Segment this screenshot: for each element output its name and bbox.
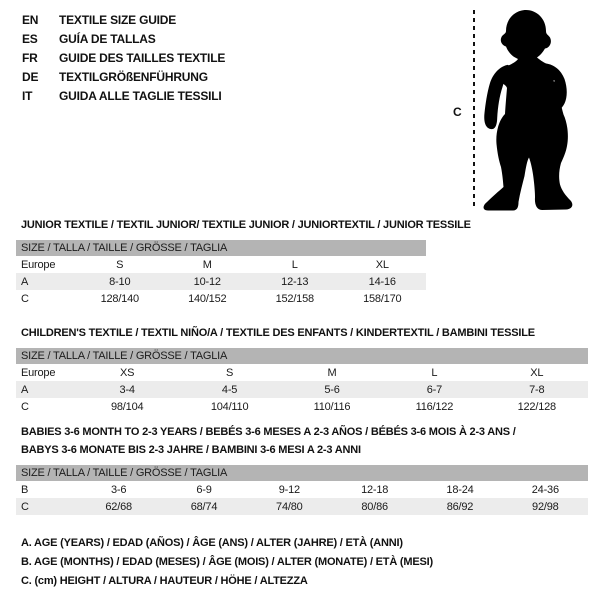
table-cell: 12-18 bbox=[361, 483, 389, 496]
language-list bbox=[22, 10, 225, 105]
table-cell: 152/158 bbox=[275, 292, 314, 305]
table-cell: 8-10 bbox=[76, 273, 164, 290]
row-label: Europe bbox=[21, 366, 56, 379]
language-label: TEXTILGRÖßENFÜHRUNG bbox=[59, 69, 208, 84]
table-size-header-row bbox=[16, 348, 588, 364]
note-age-months: B. AGE (MONTHS) / EDAD (MESES) / ÂGE (MOIS) / ALTER (MONATE) / ETÀ (MESI) bbox=[21, 556, 433, 568]
size-header-bar: SIZE / TALLA / TAILLE / GRÖSSE / TAGLIA bbox=[16, 348, 588, 364]
junior-size-table bbox=[16, 240, 426, 307]
row-label: C bbox=[21, 400, 29, 413]
language-row bbox=[22, 86, 225, 105]
table-row bbox=[16, 381, 588, 398]
table-cell: M bbox=[327, 366, 337, 379]
table-cell: 3-4 bbox=[76, 381, 178, 398]
size-header-bar: SIZE / TALLA / TAILLE / GRÖSSE / TAGLIA bbox=[16, 240, 426, 256]
table-cell: 128/140 bbox=[100, 292, 139, 305]
height-measure-label: C bbox=[453, 105, 462, 119]
table-row bbox=[16, 290, 426, 307]
table-row bbox=[16, 273, 426, 290]
table-cell: S bbox=[226, 366, 234, 379]
table-cell: 68/74 bbox=[161, 498, 246, 515]
table-cell: 10-12 bbox=[164, 273, 252, 290]
size-header-bar: SIZE / TALLA / TAILLE / GRÖSSE / TAGLIA bbox=[16, 465, 588, 481]
table-cell: 98/104 bbox=[110, 400, 144, 413]
row-label: Europe bbox=[21, 258, 56, 271]
table-size-header-row bbox=[16, 465, 588, 481]
language-label: TEXTILE SIZE GUIDE bbox=[59, 12, 177, 27]
row-label: C bbox=[16, 498, 76, 515]
babies-title-line-2: BABYS 3-6 MONATE BIS 2-3 JAHRE / BAMBINI 3-6 MESI A 2-3 ANNI bbox=[21, 444, 361, 456]
table-cell: 5-6 bbox=[281, 381, 383, 398]
table-cell: XS bbox=[120, 366, 135, 379]
children-size-table bbox=[16, 348, 588, 415]
language-code: IT bbox=[22, 88, 33, 103]
table-row bbox=[16, 256, 426, 273]
table-cell: S bbox=[116, 258, 124, 271]
babies-title-line-1: BABIES 3-6 MONTH TO 2-3 YEARS / BEBÉS 3-6 MESES A 2-3 AÑOS / BÉBÉS 3-6 MOIS À 2-3 ANS / bbox=[21, 426, 516, 438]
table-cell: L bbox=[431, 366, 438, 379]
language-label: GUIDE DES TAILLES TEXTILE bbox=[59, 50, 226, 65]
language-code: DE bbox=[22, 69, 39, 84]
legend-notes bbox=[21, 534, 433, 591]
toddler-silhouette-icon bbox=[480, 8, 580, 213]
junior-table-title: JUNIOR TEXTILE / TEXTIL JUNIOR/ TEXTILE JUNIOR / JUNIORTEXTIL / JUNIOR TESSILE bbox=[21, 219, 471, 231]
table-cell: 18-24 bbox=[446, 483, 474, 496]
table-cell: 92/98 bbox=[503, 498, 588, 515]
language-row bbox=[22, 48, 225, 67]
row-label: A bbox=[16, 381, 76, 398]
table-cell: XL bbox=[530, 366, 544, 379]
language-code: EN bbox=[22, 12, 39, 27]
table-cell: 158/170 bbox=[363, 292, 402, 305]
table-cell: 12-13 bbox=[251, 273, 339, 290]
table-cell: 4-5 bbox=[178, 381, 280, 398]
table-cell: 80/86 bbox=[332, 498, 417, 515]
table-row bbox=[16, 481, 588, 498]
language-code: ES bbox=[22, 31, 38, 46]
language-row bbox=[22, 29, 225, 48]
table-cell: M bbox=[202, 258, 212, 271]
language-code: FR bbox=[22, 50, 38, 65]
language-label: GUIDA ALLE TAGLIE TESSILI bbox=[59, 88, 222, 103]
babies-table-title bbox=[21, 423, 516, 459]
table-cell: 6-9 bbox=[196, 483, 212, 496]
table-cell: 14-16 bbox=[339, 273, 427, 290]
row-label: B bbox=[21, 483, 29, 496]
table-cell: 3-6 bbox=[111, 483, 127, 496]
table-row bbox=[16, 364, 588, 381]
table-cell: L bbox=[291, 258, 298, 271]
table-cell: 24-36 bbox=[531, 483, 559, 496]
table-cell: 9-12 bbox=[278, 483, 300, 496]
table-size-header-row bbox=[16, 240, 426, 256]
table-cell: 62/68 bbox=[76, 498, 161, 515]
language-label: GUÍA DE TALLAS bbox=[59, 31, 156, 46]
table-cell: 122/128 bbox=[517, 400, 556, 413]
language-row bbox=[22, 67, 225, 86]
table-cell: 110/116 bbox=[313, 400, 351, 413]
note-height-cm: C. (cm) HEIGHT / ALTURA / HAUTEUR / HÖHE / ALTEZZA bbox=[21, 575, 308, 587]
table-cell: 116/122 bbox=[415, 400, 454, 413]
height-measure-dashed-line bbox=[473, 10, 475, 210]
table-row bbox=[16, 498, 588, 515]
row-label: C bbox=[21, 292, 29, 305]
row-label: A bbox=[16, 273, 76, 290]
table-cell: 6-7 bbox=[383, 381, 485, 398]
language-row bbox=[22, 10, 225, 29]
babies-size-table bbox=[16, 465, 588, 515]
table-cell: 7-8 bbox=[486, 381, 588, 398]
table-cell: 140/152 bbox=[188, 292, 227, 305]
table-cell: 86/92 bbox=[417, 498, 502, 515]
note-age-years: A. AGE (YEARS) / EDAD (AÑOS) / ÂGE (ANS) / ALTER (JAHRE) / ETÀ (ANNI) bbox=[21, 537, 403, 549]
table-cell: 104/110 bbox=[210, 400, 249, 413]
table-cell: XL bbox=[375, 258, 389, 271]
table-row bbox=[16, 398, 588, 415]
children-table-title: CHILDREN'S TEXTILE / TEXTIL NIÑO/A / TEXTILE DES ENFANTS / KINDERTEXTIL / BAMBINI TESSILE bbox=[21, 327, 535, 339]
table-cell: 74/80 bbox=[247, 498, 332, 515]
